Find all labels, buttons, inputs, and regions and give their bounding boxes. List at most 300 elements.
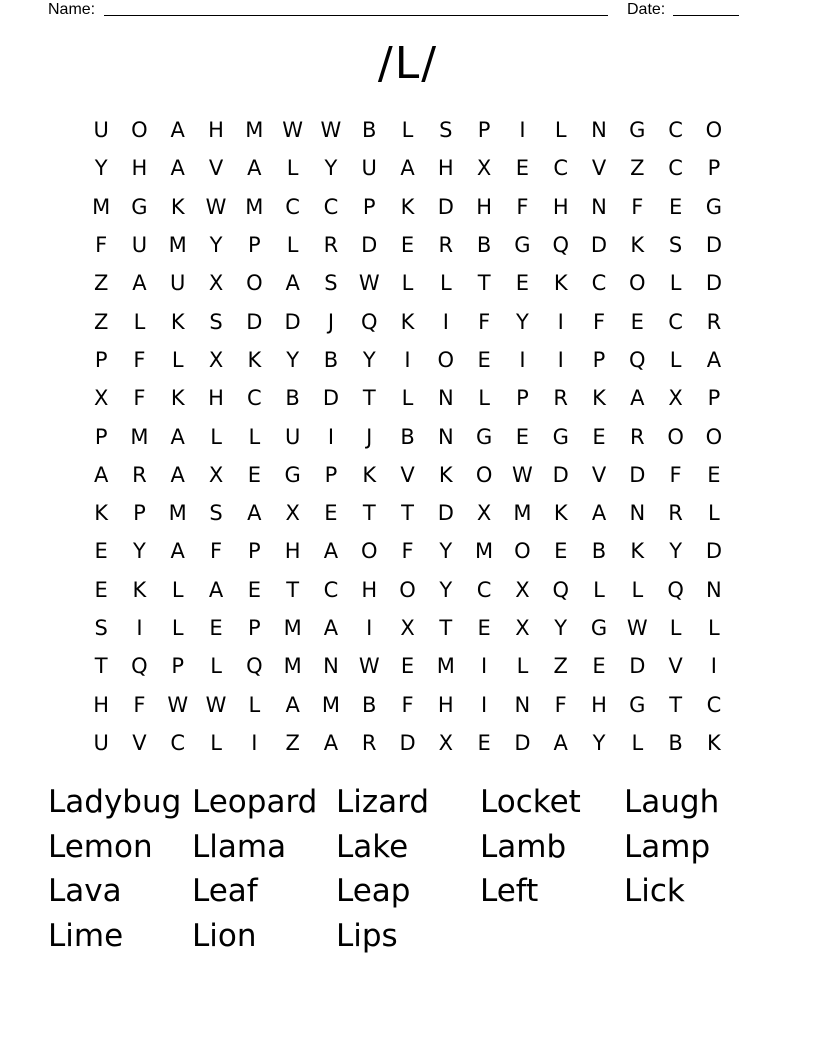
grid-letter[interactable]: V bbox=[591, 462, 607, 487]
grid-letter[interactable]: F bbox=[133, 692, 146, 717]
grid-letter[interactable]: A bbox=[706, 347, 722, 372]
grid-letter[interactable]: X bbox=[515, 577, 530, 602]
grid-letter[interactable]: A bbox=[170, 424, 185, 449]
grid-letter[interactable]: B bbox=[285, 386, 300, 411]
grid-letter[interactable]: V bbox=[668, 654, 683, 679]
grid-letter[interactable]: H bbox=[437, 156, 454, 181]
grid-letter[interactable]: B bbox=[362, 692, 377, 717]
grid-letter[interactable]: E bbox=[400, 654, 415, 679]
grid-letter[interactable]: W bbox=[205, 692, 227, 717]
grid-letter[interactable]: W bbox=[282, 118, 304, 143]
grid-letter[interactable]: A bbox=[208, 577, 224, 602]
grid-letter[interactable]: V bbox=[591, 156, 607, 181]
grid-letter[interactable]: W bbox=[358, 271, 380, 296]
grid-letter[interactable]: K bbox=[94, 501, 109, 526]
grid-letter[interactable]: O bbox=[399, 577, 416, 602]
grid-letter[interactable]: L bbox=[210, 730, 222, 755]
grid-letter[interactable]: K bbox=[170, 194, 185, 219]
grid-letter[interactable]: Y bbox=[592, 730, 606, 755]
grid-letter[interactable]: Q bbox=[246, 654, 263, 679]
grid-letter[interactable]: A bbox=[132, 271, 147, 296]
grid-letter[interactable]: K bbox=[362, 462, 377, 487]
grid-letter[interactable]: L bbox=[171, 616, 184, 640]
grid-letter[interactable]: C bbox=[668, 309, 683, 334]
grid-letter[interactable]: P bbox=[248, 539, 261, 564]
grid-letter[interactable]: E bbox=[707, 462, 721, 487]
grid-letter[interactable]: I bbox=[442, 309, 449, 334]
grid-letter[interactable]: D bbox=[629, 462, 646, 487]
grid-letter[interactable]: E bbox=[592, 424, 606, 449]
word-bank-item: Left bbox=[480, 873, 539, 909]
grid-letter[interactable]: W bbox=[358, 654, 380, 679]
grid-letter[interactable]: S bbox=[209, 309, 223, 334]
grid-letter[interactable]: R bbox=[553, 386, 568, 411]
grid-letter[interactable]: C bbox=[323, 194, 339, 219]
grid-letter[interactable]: X bbox=[668, 386, 683, 411]
grid-letter[interactable]: A bbox=[591, 501, 607, 526]
grid-letter[interactable]: C bbox=[247, 386, 262, 411]
grid-letter[interactable]: A bbox=[630, 386, 645, 411]
grid-letter[interactable]: M bbox=[130, 424, 149, 449]
word-bank-item: Lemon bbox=[48, 828, 153, 865]
grid-letter[interactable]: K bbox=[630, 233, 645, 258]
grid-letter[interactable]: W bbox=[512, 462, 533, 487]
grid-letter[interactable]: D bbox=[590, 233, 608, 258]
grid-letter[interactable]: X bbox=[285, 501, 300, 526]
grid-letter[interactable]: F bbox=[554, 692, 567, 717]
grid-letter[interactable]: T bbox=[669, 692, 683, 717]
grid-letter[interactable]: E bbox=[515, 156, 530, 181]
grid-letter[interactable]: T bbox=[401, 501, 414, 526]
grid-letter[interactable]: D bbox=[705, 539, 722, 564]
grid-letter[interactable]: L bbox=[669, 616, 682, 640]
grid-letter[interactable]: X bbox=[208, 462, 224, 487]
grid-letter[interactable]: D bbox=[705, 233, 722, 258]
grid-letter[interactable]: L bbox=[401, 271, 414, 296]
grid-letter[interactable]: U bbox=[361, 156, 377, 181]
grid-letter[interactable]: V bbox=[132, 730, 147, 755]
grid-letter[interactable]: I bbox=[327, 424, 335, 449]
grid-letter[interactable]: J bbox=[366, 424, 373, 449]
grid-letter[interactable]: Q bbox=[360, 309, 378, 334]
grid-letter[interactable]: P bbox=[248, 233, 261, 258]
grid-letter[interactable]: E bbox=[400, 233, 415, 258]
grid-letter[interactable]: S bbox=[94, 616, 108, 640]
grid-letter[interactable]: Y bbox=[94, 156, 108, 181]
grid-letter[interactable]: M bbox=[245, 194, 264, 219]
grid-letter[interactable]: Q bbox=[667, 577, 684, 602]
grid-letter[interactable]: C bbox=[170, 730, 186, 755]
grid-letter[interactable]: W bbox=[320, 118, 342, 143]
grid-letter[interactable]: Y bbox=[669, 539, 683, 564]
grid-letter[interactable]: H bbox=[208, 118, 224, 143]
grid-letter[interactable]: U bbox=[93, 118, 109, 143]
grid-letter[interactable]: F bbox=[631, 194, 644, 219]
grid-letter[interactable]: P bbox=[248, 616, 261, 640]
grid-letter[interactable]: G bbox=[590, 616, 608, 640]
grid-letter[interactable]: E bbox=[630, 309, 644, 334]
grid-letter[interactable]: Y bbox=[209, 233, 223, 258]
grid-letter[interactable]: S bbox=[209, 501, 223, 526]
grid-letter[interactable]: M bbox=[92, 194, 111, 219]
grid-letter[interactable]: P bbox=[707, 386, 721, 411]
grid-letter[interactable]: G bbox=[284, 462, 301, 487]
grid-letter[interactable]: X bbox=[93, 386, 109, 411]
date-blank-line bbox=[673, 15, 739, 16]
grid-letter[interactable]: G bbox=[552, 424, 569, 449]
grid-letter[interactable]: L bbox=[210, 654, 222, 679]
grid-letter[interactable]: W bbox=[205, 194, 227, 219]
page-title: /L/ bbox=[377, 38, 439, 89]
grid-letter[interactable]: D bbox=[437, 501, 454, 526]
grid-letter[interactable]: L bbox=[248, 424, 261, 449]
grid-letter[interactable]: D bbox=[629, 654, 646, 679]
grid-letter[interactable]: Y bbox=[362, 347, 376, 372]
grid-letter[interactable]: J bbox=[327, 309, 335, 334]
grid-letter[interactable]: O bbox=[705, 118, 723, 143]
grid-letter[interactable]: S bbox=[324, 271, 338, 296]
grid-letter[interactable]: Q bbox=[552, 577, 569, 602]
grid-letter[interactable]: A bbox=[170, 539, 185, 564]
grid-letter[interactable]: G bbox=[514, 233, 531, 258]
grid-letter[interactable]: T bbox=[477, 271, 491, 296]
grid-letter[interactable]: V bbox=[208, 156, 224, 181]
grid-letter[interactable]: G bbox=[131, 194, 148, 219]
grid-letter[interactable]: D bbox=[552, 462, 569, 487]
grid-letter[interactable]: S bbox=[439, 118, 453, 143]
grid-letter[interactable]: P bbox=[516, 386, 529, 411]
word-bank-item: Lake bbox=[336, 828, 409, 865]
grid-letter[interactable]: D bbox=[705, 271, 722, 296]
grid-letter[interactable]: R bbox=[668, 501, 683, 526]
grid-letter[interactable]: K bbox=[400, 194, 415, 219]
grid-letter[interactable]: N bbox=[323, 654, 339, 679]
grid-letter[interactable]: Q bbox=[131, 654, 148, 679]
grid-letter[interactable]: A bbox=[323, 730, 339, 755]
grid-letter[interactable]: T bbox=[286, 577, 300, 602]
grid-letter[interactable]: T bbox=[362, 386, 376, 411]
grid-letter[interactable]: C bbox=[476, 577, 492, 602]
grid-letter[interactable]: A bbox=[553, 730, 568, 755]
grid-letter[interactable]: L bbox=[401, 118, 414, 143]
grid-letter[interactable]: B bbox=[591, 539, 607, 564]
grid-letter[interactable]: E bbox=[209, 616, 223, 640]
grid-letter[interactable]: X bbox=[515, 616, 530, 640]
grid-letter[interactable]: X bbox=[208, 347, 224, 372]
grid-letter[interactable]: K bbox=[553, 271, 568, 296]
grid-letter[interactable]: R bbox=[361, 730, 377, 755]
grid-letter[interactable]: F bbox=[592, 309, 606, 334]
grid-letter[interactable]: A bbox=[247, 156, 262, 181]
date-label: Date: bbox=[627, 1, 666, 18]
grid-letter[interactable]: D bbox=[284, 309, 301, 334]
grid-letter[interactable]: Y bbox=[554, 616, 568, 640]
grid-letter[interactable]: D bbox=[514, 730, 531, 755]
grid-letter[interactable]: E bbox=[477, 616, 491, 640]
grid-letter[interactable]: B bbox=[323, 347, 339, 372]
grid-letter[interactable]: L bbox=[516, 654, 529, 679]
grid-letter[interactable]: B bbox=[400, 424, 415, 449]
grid-letter[interactable]: K bbox=[132, 577, 147, 602]
grid-letter[interactable]: Z bbox=[93, 309, 109, 334]
grid-letter[interactable]: N bbox=[437, 386, 454, 411]
grid-letter[interactable]: M bbox=[436, 654, 455, 679]
grid-letter[interactable]: A bbox=[323, 616, 339, 640]
grid-letter[interactable]: H bbox=[361, 577, 378, 602]
grid-letter[interactable]: D bbox=[246, 309, 263, 334]
grid-letter[interactable]: L bbox=[171, 577, 184, 602]
grid-letter[interactable]: O bbox=[705, 424, 723, 449]
grid-letter[interactable]: I bbox=[557, 347, 564, 372]
grid-letter[interactable]: F bbox=[516, 194, 529, 219]
grid-letter[interactable]: A bbox=[400, 156, 415, 181]
grid-letter[interactable]: I bbox=[519, 118, 526, 143]
grid-letter[interactable]: E bbox=[554, 539, 568, 564]
grid-letter[interactable]: T bbox=[439, 616, 453, 640]
grid-letter[interactable]: K bbox=[170, 309, 185, 334]
grid-letter[interactable]: E bbox=[668, 194, 683, 219]
grid-letter[interactable]: K bbox=[247, 347, 262, 372]
grid-letter[interactable]: A bbox=[170, 156, 185, 181]
grid-letter[interactable]: G bbox=[705, 194, 723, 219]
grid-letter[interactable]: L bbox=[286, 156, 299, 181]
grid-letter[interactable]: R bbox=[630, 424, 645, 449]
grid-letter[interactable]: N bbox=[629, 501, 646, 526]
grid-letter[interactable]: O bbox=[131, 118, 148, 143]
grid-letter[interactable]: H bbox=[437, 692, 454, 717]
grid-letter[interactable]: I bbox=[557, 309, 564, 334]
grid-letter[interactable]: K bbox=[592, 386, 606, 411]
grid-letter[interactable]: R bbox=[323, 233, 339, 258]
grid-letter[interactable]: C bbox=[591, 271, 607, 296]
grid-letter[interactable]: D bbox=[437, 194, 454, 219]
grid-letter[interactable]: I bbox=[404, 347, 411, 372]
grid-letter[interactable]: H bbox=[591, 692, 607, 717]
grid-letter[interactable]: N bbox=[437, 424, 454, 449]
grid-letter[interactable]: X bbox=[400, 616, 415, 640]
grid-letter[interactable]: E bbox=[515, 424, 530, 449]
grid-letter[interactable]: L bbox=[210, 424, 222, 449]
grid-letter[interactable]: L bbox=[708, 616, 720, 640]
grid-letter[interactable]: A bbox=[323, 539, 339, 564]
grid-letter[interactable]: M bbox=[283, 654, 302, 679]
grid-letter[interactable]: H bbox=[131, 156, 148, 181]
grid-letter[interactable]: L bbox=[631, 577, 644, 602]
grid-letter[interactable]: I bbox=[366, 616, 373, 640]
grid-letter[interactable]: P bbox=[707, 156, 721, 181]
grid-letter[interactable]: Y bbox=[439, 539, 453, 564]
grid-letter[interactable]: I bbox=[519, 347, 526, 372]
grid-letter[interactable]: F bbox=[401, 539, 414, 564]
grid-letter[interactable]: A bbox=[93, 462, 109, 487]
grid-letter[interactable]: T bbox=[362, 501, 376, 526]
word-bank-item: Laugh bbox=[624, 784, 720, 820]
grid-letter[interactable]: M bbox=[168, 501, 187, 526]
word-bank-item: Leopard bbox=[192, 784, 318, 820]
grid-letter[interactable]: P bbox=[324, 462, 338, 487]
grid-letter[interactable]: F bbox=[401, 692, 414, 717]
grid-letter[interactable]: E bbox=[247, 462, 261, 487]
grid-letter[interactable]: H bbox=[208, 386, 224, 411]
grid-letter[interactable]: I bbox=[136, 616, 143, 640]
grid-letter[interactable]: E bbox=[324, 501, 338, 526]
grid-letter[interactable]: G bbox=[629, 118, 646, 143]
grid-letter[interactable]: F bbox=[133, 347, 146, 372]
grid-letter[interactable]: C bbox=[706, 692, 722, 717]
grid-letter[interactable]: X bbox=[476, 156, 492, 181]
grid-letter[interactable]: X bbox=[476, 501, 492, 526]
grid-letter[interactable]: M bbox=[245, 118, 264, 143]
grid-letter[interactable]: I bbox=[251, 730, 258, 755]
grid-letter[interactable]: R bbox=[438, 233, 454, 258]
grid-letter[interactable]: F bbox=[669, 462, 682, 487]
grid-letter[interactable]: K bbox=[438, 462, 453, 487]
grid-letter[interactable]: F bbox=[133, 386, 146, 411]
grid-letter[interactable]: D bbox=[361, 233, 378, 258]
grid-letter[interactable]: U bbox=[170, 271, 186, 296]
grid-letter[interactable]: R bbox=[706, 309, 722, 334]
grid-letter[interactable]: C bbox=[668, 118, 683, 143]
grid-letter[interactable]: Y bbox=[286, 347, 300, 372]
grid-letter[interactable]: L bbox=[478, 386, 490, 411]
grid-letter[interactable]: X bbox=[208, 271, 224, 296]
grid-letter[interactable]: B bbox=[362, 118, 377, 143]
grid-letter[interactable]: I bbox=[481, 692, 488, 717]
grid-letter[interactable]: F bbox=[478, 309, 491, 334]
grid-letter[interactable]: N bbox=[706, 577, 722, 602]
grid-letter[interactable]: L bbox=[401, 386, 414, 411]
grid-letter[interactable]: W bbox=[626, 616, 648, 640]
grid-letter[interactable]: O bbox=[437, 347, 455, 372]
grid-letter[interactable]: P bbox=[133, 501, 146, 526]
grid-letter[interactable]: T bbox=[94, 654, 108, 679]
grid-letter[interactable]: Z bbox=[285, 730, 300, 755]
grid-letter[interactable]: E bbox=[94, 577, 108, 602]
grid-letter[interactable]: M bbox=[168, 233, 187, 258]
grid-letter[interactable]: Z bbox=[553, 654, 568, 679]
grid-letter[interactable]: U bbox=[284, 424, 301, 449]
grid-letter[interactable]: P bbox=[94, 424, 108, 449]
grid-letter[interactable]: A bbox=[170, 118, 185, 143]
grid-letter[interactable]: Y bbox=[324, 156, 338, 181]
grid-letter[interactable]: L bbox=[669, 271, 682, 296]
grid-letter[interactable]: P bbox=[592, 347, 606, 372]
grid-letter[interactable]: E bbox=[592, 654, 606, 679]
grid-letter[interactable]: Q bbox=[629, 347, 646, 372]
grid-letter[interactable]: E bbox=[515, 271, 530, 296]
grid-letter[interactable]: E bbox=[94, 539, 108, 564]
grid-letter[interactable]: M bbox=[513, 501, 532, 526]
grid-letter[interactable]: E bbox=[247, 577, 261, 602]
grid-letter[interactable]: F bbox=[95, 233, 108, 258]
grid-letter[interactable]: G bbox=[475, 424, 493, 449]
word-bank-item: Lick bbox=[624, 873, 685, 909]
grid-letter[interactable]: C bbox=[668, 156, 683, 181]
grid-letter[interactable]: A bbox=[285, 692, 300, 717]
grid-letter[interactable]: O bbox=[475, 462, 493, 487]
grid-letter[interactable]: Q bbox=[552, 233, 569, 258]
grid-letter[interactable]: P bbox=[94, 347, 108, 372]
word-bank-item: Lamp bbox=[624, 828, 711, 865]
grid-letter[interactable]: R bbox=[132, 462, 147, 487]
grid-letter[interactable]: E bbox=[477, 347, 491, 372]
grid-letter[interactable]: F bbox=[209, 539, 223, 564]
grid-letter[interactable]: H bbox=[476, 194, 493, 219]
grid-letter[interactable]: L bbox=[554, 118, 567, 143]
grid-letter[interactable]: L bbox=[593, 577, 605, 602]
grid-letter[interactable]: L bbox=[439, 271, 452, 296]
grid-letter[interactable]: G bbox=[629, 692, 646, 717]
grid-letter[interactable]: O bbox=[246, 271, 263, 296]
grid-letter[interactable]: L bbox=[708, 501, 720, 526]
grid-letter[interactable]: W bbox=[167, 692, 189, 717]
grid-letter[interactable]: K bbox=[707, 730, 721, 755]
grid-letter[interactable]: Z bbox=[93, 271, 109, 296]
grid-letter[interactable]: S bbox=[668, 233, 683, 258]
grid-letter[interactable]: L bbox=[286, 233, 299, 258]
grid-letter[interactable]: A bbox=[247, 501, 262, 526]
grid-letter[interactable]: H bbox=[93, 692, 110, 717]
grid-letter[interactable]: N bbox=[514, 692, 531, 717]
grid-letter[interactable]: K bbox=[400, 309, 415, 334]
grid-letter[interactable]: O bbox=[514, 539, 531, 564]
grid-letter[interactable]: P bbox=[171, 654, 185, 679]
grid-letter[interactable]: Y bbox=[133, 539, 146, 564]
grid-letter[interactable]: A bbox=[170, 462, 185, 487]
grid-letter[interactable]: D bbox=[399, 730, 416, 755]
grid-letter[interactable]: B bbox=[668, 730, 683, 755]
grid-letter[interactable]: I bbox=[481, 654, 488, 679]
grid-letter[interactable]: L bbox=[171, 347, 184, 372]
grid-letter[interactable]: O bbox=[667, 424, 684, 449]
grid-letter[interactable]: C bbox=[323, 577, 339, 602]
grid-letter[interactable]: B bbox=[476, 233, 492, 258]
grid-letter[interactable]: E bbox=[477, 730, 491, 755]
grid-letter[interactable]: Y bbox=[439, 577, 453, 602]
grid-letter[interactable]: C bbox=[553, 156, 569, 181]
grid-letter[interactable]: A bbox=[285, 271, 300, 296]
grid-letter[interactable]: N bbox=[591, 194, 607, 219]
grid-letter[interactable]: P bbox=[362, 194, 376, 219]
grid-letter[interactable]: L bbox=[669, 347, 682, 372]
grid-letter[interactable]: K bbox=[553, 501, 568, 526]
grid-letter[interactable]: L bbox=[248, 692, 261, 717]
grid-letter[interactable]: C bbox=[285, 194, 300, 219]
grid-letter[interactable]: M bbox=[283, 616, 302, 640]
grid-letter[interactable]: N bbox=[591, 118, 607, 143]
grid-letter[interactable]: X bbox=[438, 730, 454, 755]
grid-letter[interactable]: M bbox=[475, 539, 494, 564]
grid-letter[interactable]: L bbox=[631, 730, 644, 755]
grid-letter[interactable]: D bbox=[322, 386, 340, 411]
grid-letter[interactable]: K bbox=[170, 386, 185, 411]
grid-letter[interactable]: H bbox=[552, 194, 569, 219]
grid-letter[interactable]: Y bbox=[516, 309, 529, 334]
grid-letter[interactable]: I bbox=[710, 654, 717, 679]
grid-letter[interactable]: O bbox=[629, 271, 646, 296]
grid-letter[interactable]: U bbox=[131, 233, 148, 258]
grid-letter[interactable]: P bbox=[477, 118, 491, 143]
grid-letter[interactable]: U bbox=[93, 730, 109, 755]
grid-letter[interactable]: L bbox=[133, 309, 146, 334]
grid-letter[interactable]: H bbox=[284, 539, 301, 564]
grid-letter[interactable]: Z bbox=[630, 156, 645, 181]
grid-letter[interactable]: K bbox=[630, 539, 645, 564]
grid-letter[interactable]: O bbox=[360, 539, 378, 564]
grid-letter[interactable]: V bbox=[400, 462, 415, 487]
grid-letter[interactable]: M bbox=[321, 692, 340, 717]
word-bank-item: Lips bbox=[336, 917, 398, 954]
